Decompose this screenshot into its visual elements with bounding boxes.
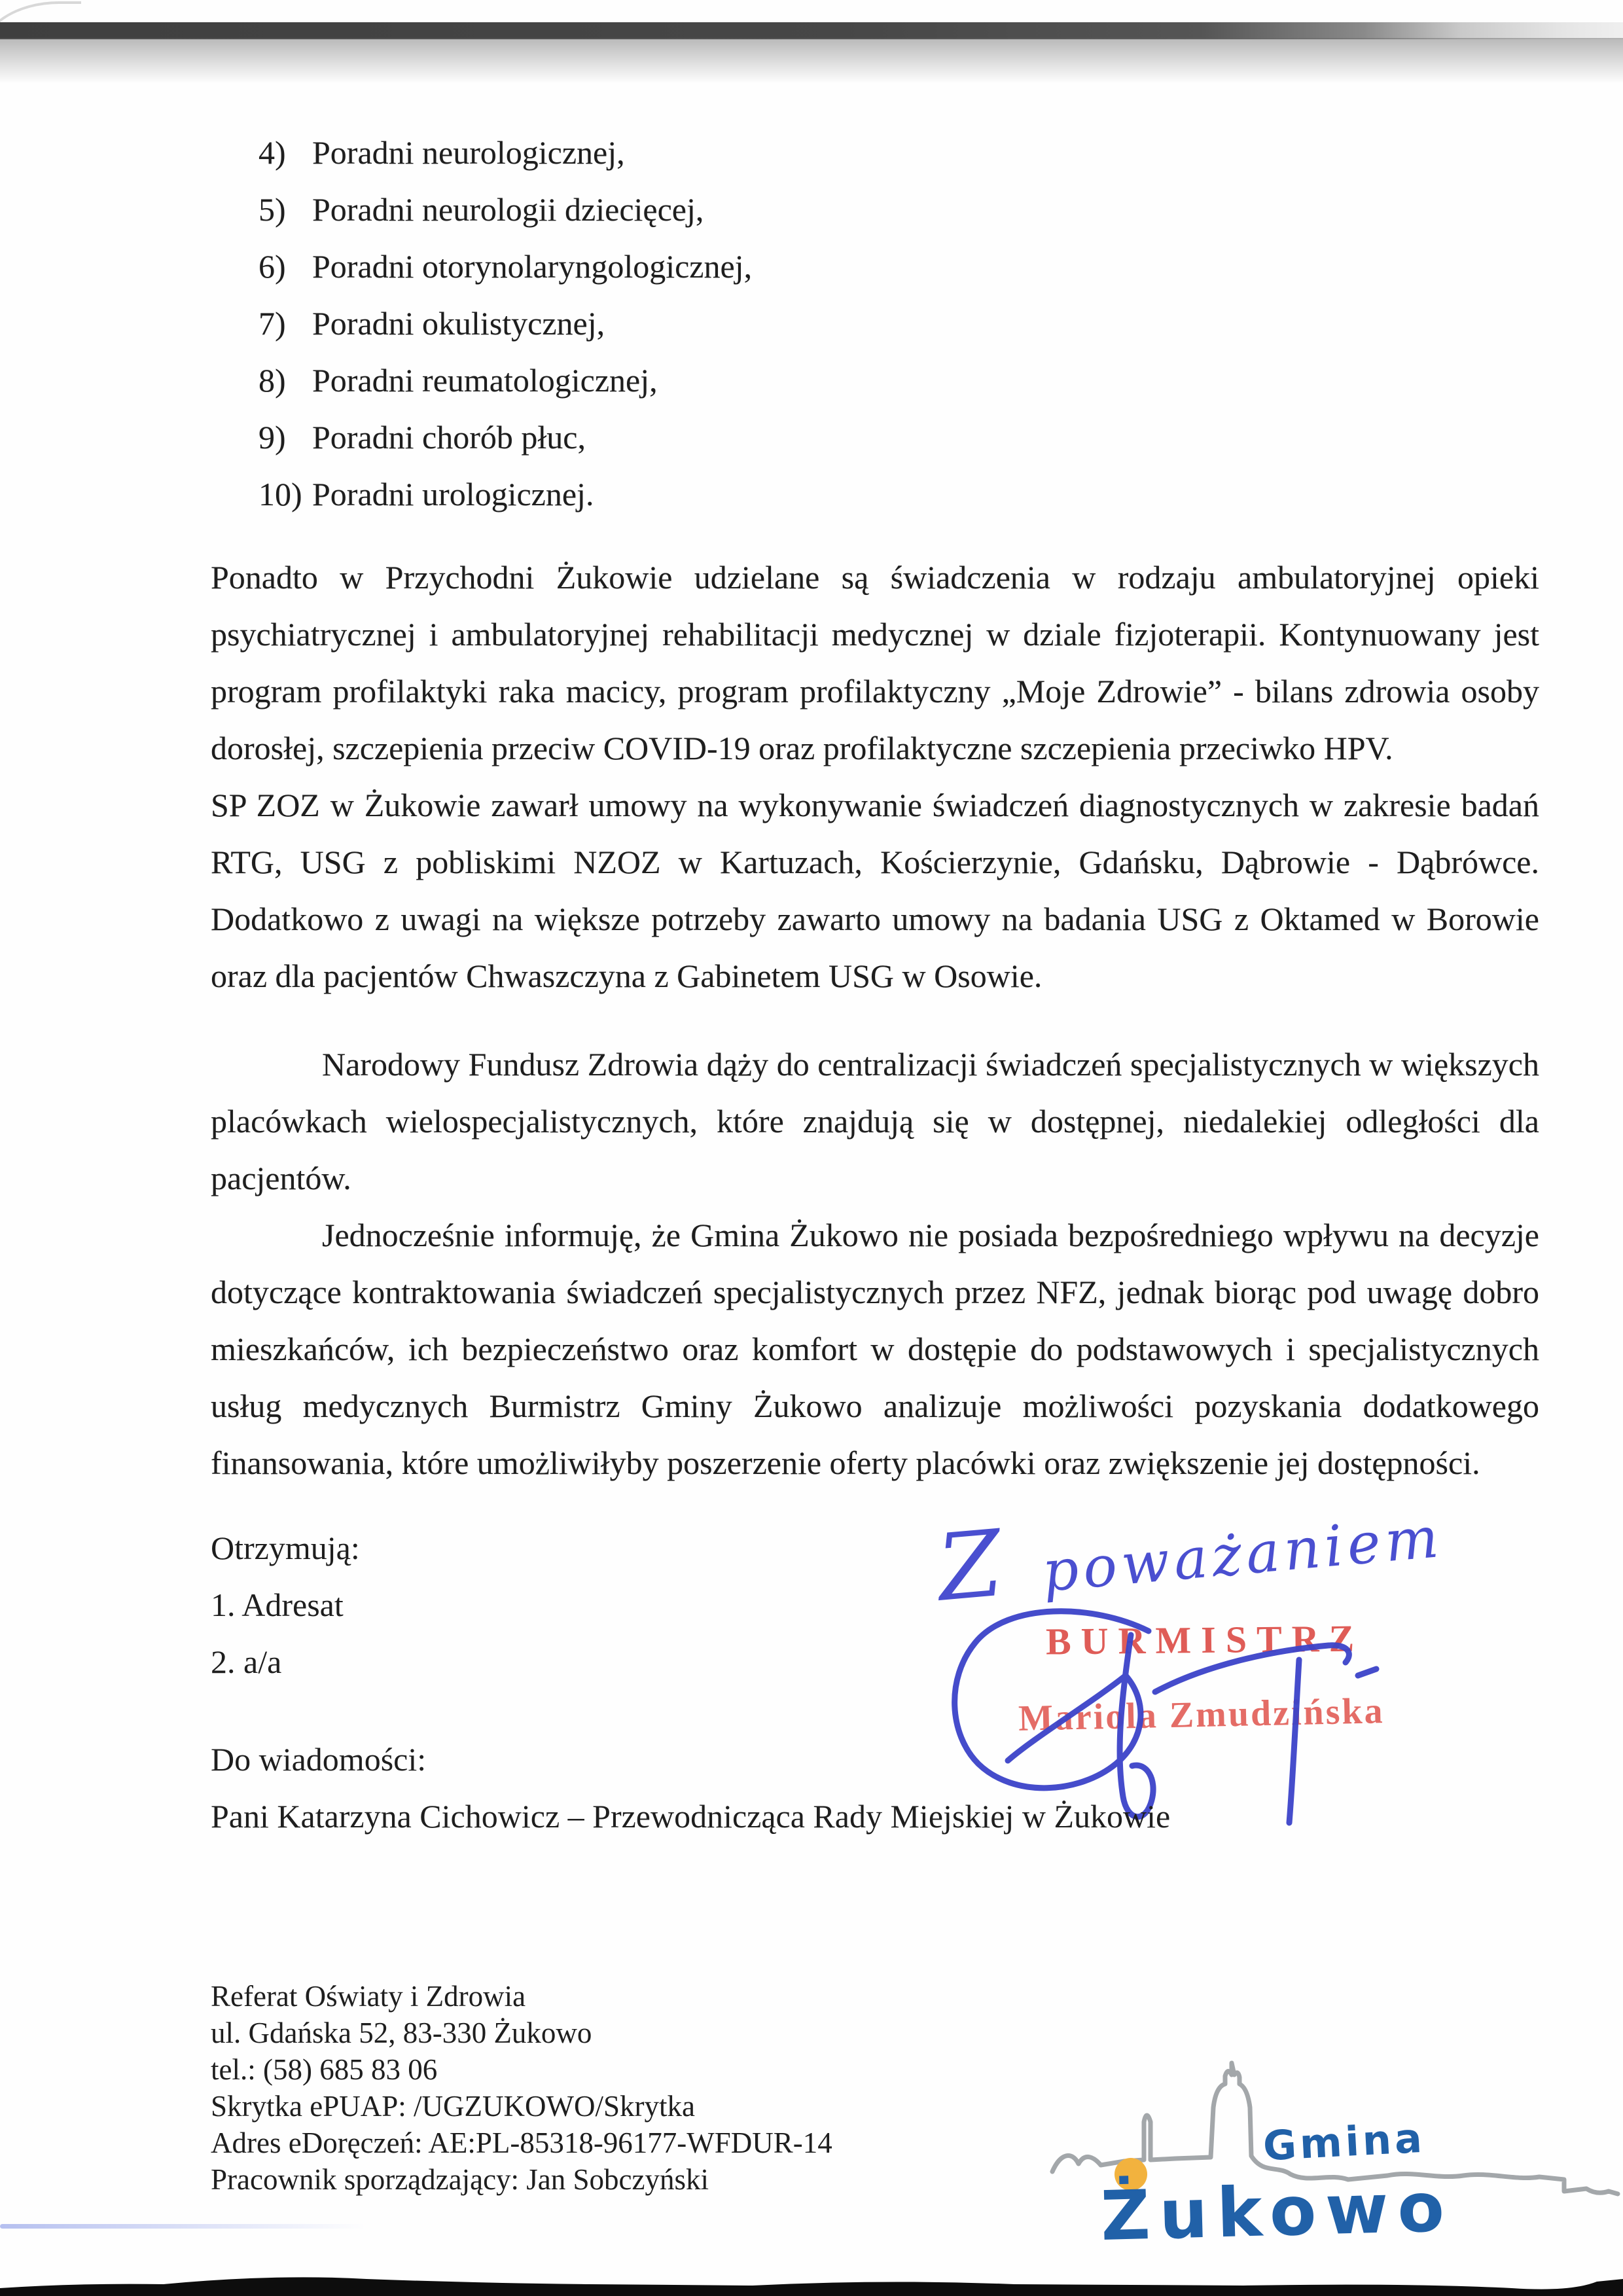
footer-line: Skrytka ePUAP: /UGZUKOWO/Skrytka <box>211 2090 695 2123</box>
footer-line: ul. Gdańska 52, 83-330 Żukowo <box>211 2017 592 2049</box>
list-item <box>259 295 1539 352</box>
paragraph-spzoz: SP ZOZ w Żukowie zawarł umowy na wykonywanie świadczeń diagnostycznych w zakresie badań RTG, USG z pobliskimi NZOZ w Kartuzach, Kościerzynie, Gdańsku, Dąbrowie - Dąbrówce. Dodatkowo z uwagi na większe potrzeby zawarto umowy na badania USG z Oktamed w Borowie oraz dla pacjentów Chwaszczyna z Gabinetem USG w Osowie. <box>211 787 1539 994</box>
list-item-number: 10) <box>259 476 302 512</box>
footer-line: Pracownik sporządzający: Jan Sobczyński <box>211 2163 709 2196</box>
footer-line: tel.: (58) 685 83 06 <box>211 2053 438 2086</box>
list-item-number: 4) <box>259 134 286 171</box>
logo-text-zukowo: Żukowo <box>1099 2166 1455 2257</box>
cc-heading: Do wiadomości: <box>211 1741 427 1778</box>
list-item-text: Poradni okulistycznej, <box>312 305 605 342</box>
list-item-text: Poradni neurologii dziecięcej, <box>312 191 704 228</box>
list-item <box>259 181 1539 238</box>
list-item-number: 5) <box>259 191 286 228</box>
paragraph-jednoczesnie: Jednocześnie informuję, że Gmina Żukowo nie posiada bezpośredniego wpływu na decyzje dotyczące kontraktowania świadczeń specjalistycznych przez NFZ, jednak biorąc pod uwagę dobro mieszkańców, ich bezpieczeństwo oraz komfort w dostępie do podstawowych i specjalistycznych usług medycznych Burmistrz Gminy Żukowo analizuje możliwości pozyskania dodatkowego finansowania, które umożliwiłyby poszerzenie oferty placówki oraz zwiększenie jej dostępności. <box>211 1217 1539 1481</box>
list-item-text: Poradni chorób płuc, <box>312 419 586 456</box>
stamp-title: BURMISTRZ <box>1045 1617 1364 1663</box>
cc-line: Pani Katarzyna Cichowicz – Przewodnicząca Rady Miejskiej w Żukowie <box>211 1798 1171 1835</box>
list-item <box>259 466 1539 523</box>
paragraph-ponadto: Ponadto w Przychodni Żukowie udzielane są świadczenia w rodzaju ambulatoryjnej opieki psychiatrycznej i ambulatoryjnej rehabilitacji medycznej w dziale fizjoterapii. Kontynuowany jest program profilaktyki raka macicy, program profilaktyczny „Moje Zdrowie” - bilans zdrowia osoby dorosłej, szczepienia przeciw COVID-19 oraz profilaktyczne szczepienia przeciwko HPV. <box>211 559 1539 766</box>
logo-text-gmina: Gmina <box>1262 2113 1427 2170</box>
distribution-block <box>211 1520 360 1691</box>
letter-body <box>211 124 1539 1492</box>
distribution-item: 1. Adresat <box>211 1587 344 1623</box>
numbered-list <box>259 124 1539 523</box>
paragraph-nfz: Narodowy Fundusz Zdrowia dąży do centralizacji świadczeń specjalistycznych w większych placówkach wielospecjalistycznych, które znajdują się w dostępnej, niedalekiej odległości dla pacjentów. <box>211 1046 1539 1196</box>
list-item-text: Poradni otorynolaryngologicznej, <box>312 248 753 285</box>
list-item-text: Poradni reumatologicznej, <box>312 362 658 399</box>
scan-artifact-corner-curve <box>0 1 81 63</box>
list-item <box>259 352 1539 409</box>
distribution-heading: Otrzymują: <box>211 1530 360 1566</box>
list-item <box>259 409 1539 466</box>
footer-line: Adres eDoręczeń: AE:PL-85318-96177-WFDUR-14 <box>211 2126 832 2159</box>
scan-artifact-blue-streak <box>0 2224 366 2229</box>
list-item-number: 7) <box>259 305 286 342</box>
stamp-name: Mariola Zmudzińska <box>1018 1691 1385 1739</box>
scan-artifact-bottom-band <box>0 2266 1623 2296</box>
list-item <box>259 124 1539 181</box>
cc-block <box>211 1731 1170 1845</box>
gmina-zukowo-logo <box>1047 2055 1623 2257</box>
footer-contact-block <box>211 1978 832 2198</box>
list-item-number: 8) <box>259 362 286 399</box>
scan-artifact-top-band <box>0 22 1623 39</box>
list-item-number: 6) <box>259 248 286 285</box>
handwritten-closing: Z poważaniem <box>933 1504 1446 1623</box>
footer-line: Referat Oświaty i Zdrowia <box>211 1980 526 2013</box>
scan-artifact-top-fade <box>0 38 1623 84</box>
list-item-text: Poradni urologicznej. <box>312 476 594 512</box>
list-item <box>259 238 1539 295</box>
distribution-item: 2. a/a <box>211 1643 282 1680</box>
list-item-number: 9) <box>259 419 286 456</box>
list-item-text: Poradni neurologicznej, <box>312 134 625 171</box>
